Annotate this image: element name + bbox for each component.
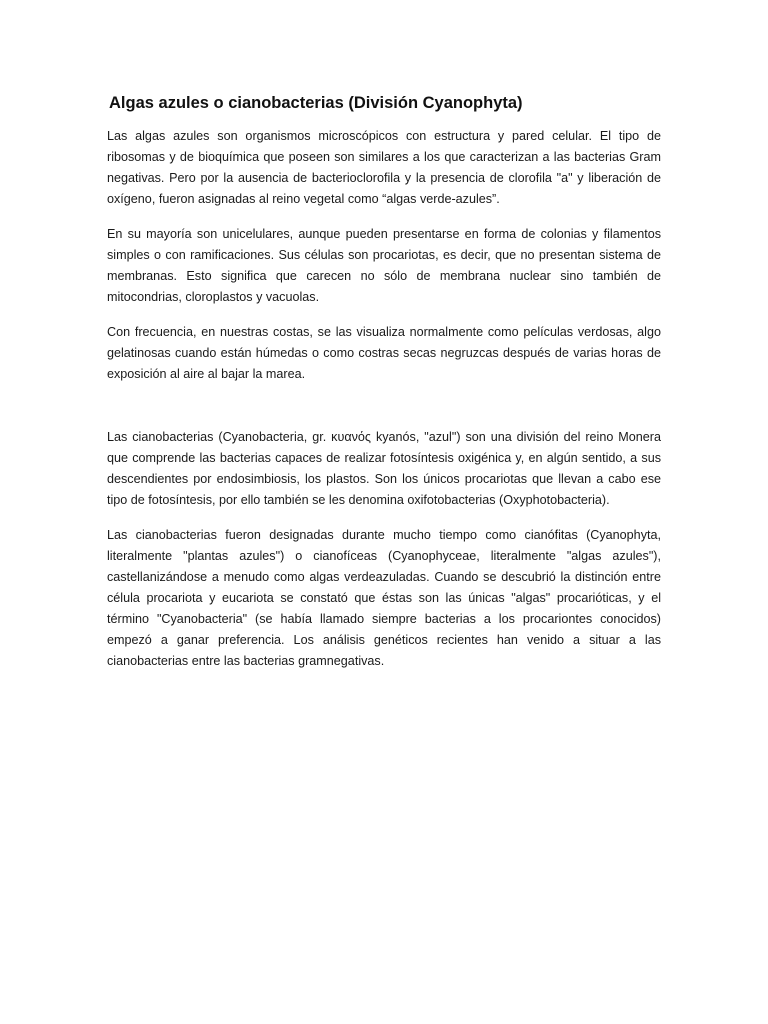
- paragraph-definition: Las cianobacterias (Cyanobacteria, gr. κυανός kyanós, "azul") son una división del reino Monera que comprende las bacterias capaces de realizar fotosíntesis oxigénica y, en algún sentido, a sus descendientes por endosimbiosis, los plastos. Son los únicos procariotas que llevan a cabo ese tipo de fotosíntesis, por ello también se les denomina oxifotobacterias (Oxyphotobacteria).: [107, 430, 661, 507]
- paragraph-habitat: Con frecuencia, en nuestras costas, se las visualiza normalmente como películas verdosas, algo gelatinosas cuando están húmedas o como costras secas negruzcas después de varias horas de exposición al aire al bajar la marea.: [107, 325, 661, 381]
- document-body: [107, 126, 661, 686]
- paragraph-intro: Las algas azules son organismos microscópicos con estructura y pared celular. El tipo de ribosomas y de bioquímica que poseen son similares a los que caracterizan a las bacterias Gram negativas. Pero por la ausencia de bacterioclorofila y la presencia de clorofila "a" y liberación de oxígeno, fueron asignadas al reino vegetal como “algas verde-azules”.: [107, 129, 661, 206]
- paragraph-history: Las cianobacterias fueron designadas durante mucho tiempo como cianófitas (Cyanophyta, literalmente "plantas azules") o cianofíceas (Cyanophyceae, literalmente "algas azules"), castellanizándose a menudo como algas verdeazuladas. Cuando se descubrió la distinción entre célula procariota y eucariota se constató que éstas son las únicas "algas" procarióticas, y el término "Cyanobacteria" (se había llamado siempre bacterias a los procariontes conocidos) empezó a ganar preferencia. Los análisis genéticos recientes han venido a situar a las cianobacterias entre las bacterias gramnegativas.: [107, 528, 661, 668]
- document-title: Algas azules o cianobacterias (División Cyanophyta): [109, 94, 523, 112]
- paragraph-structure: En su mayoría son unicelulares, aunque pueden presentarse en forma de colonias y filamentos simples o con ramificaciones. Sus células son procariotas, es decir, que no presentan sistema de membranas. Esto significa que carecen no sólo de membrana nuclear sino también de mitocondrias, cloroplastos y vacuolas.: [107, 227, 661, 304]
